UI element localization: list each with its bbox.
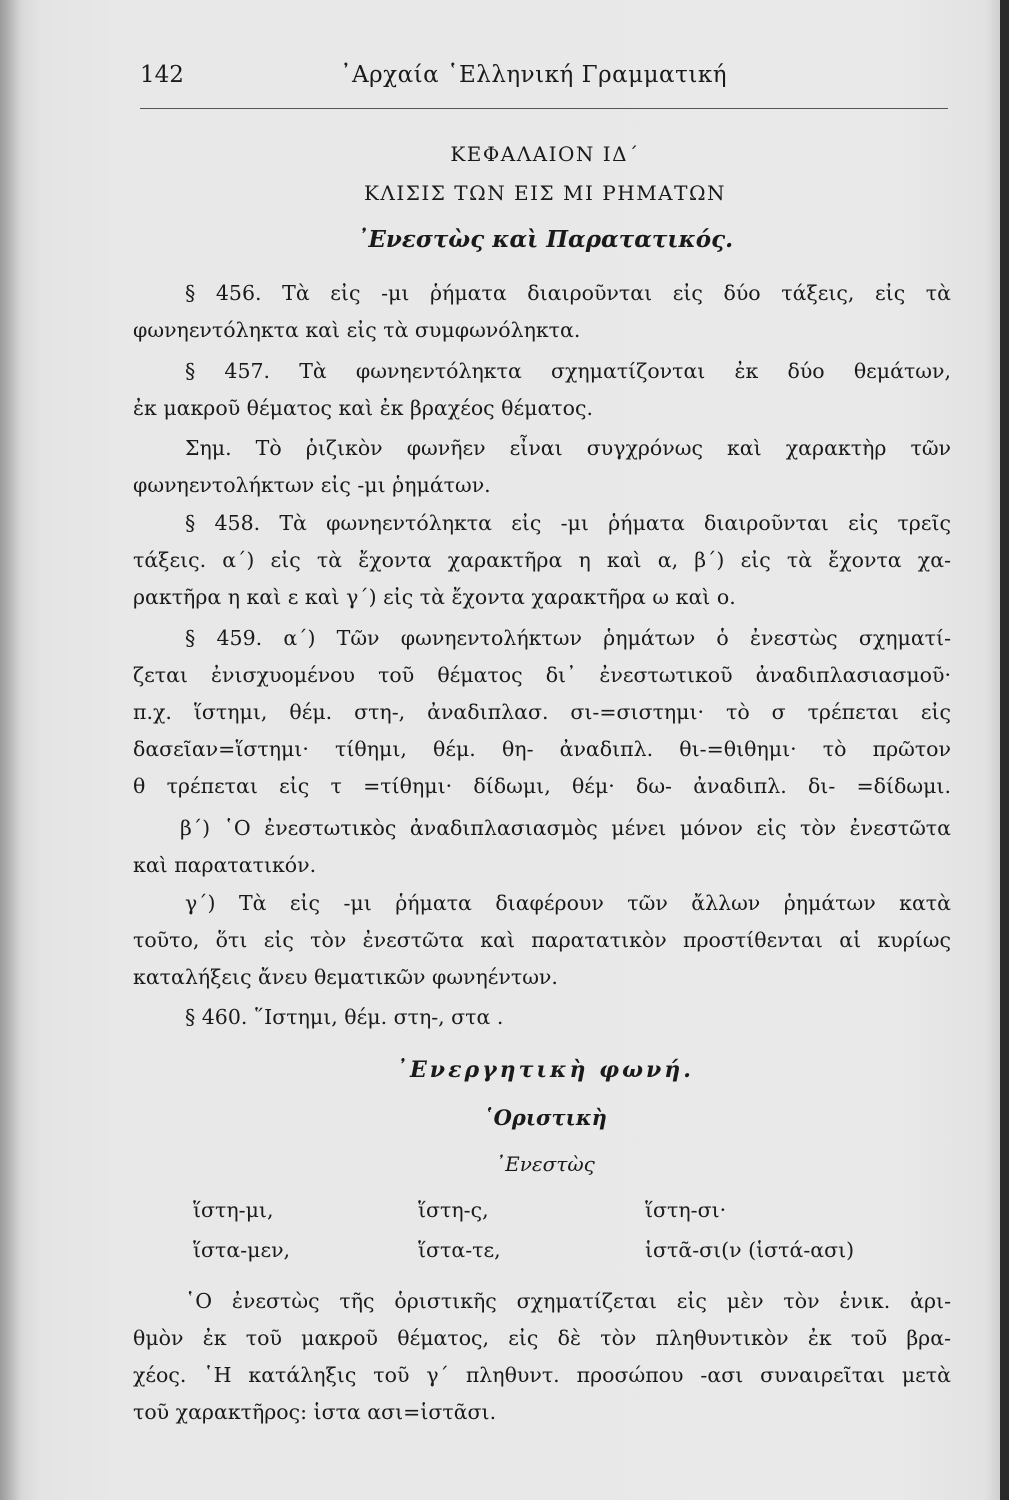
paragraph-note [133,430,951,504]
gutter-shadow [0,0,22,1500]
text-line: § 456. Τὰ εἰς -μι ῥήματα διαιροῦνται εἰς δύο τάξεις, εἰς τὰ [185,281,951,305]
text-line: τοῦτο, ὅτι εἰς τὸν ἐνεστῶτα καὶ παρατατικὸν προστίθενται αἱ κυρίως [133,928,951,952]
text-line: δασεῖαν=ἵστημι· τίθημι, θέμ. θη- ἀναδιπλ. θι-=θιθημι· τὸ πρῶτον [133,737,951,761]
paragraph-459 [133,620,951,805]
running-title: ᾿Αρχαία ῾Ελληνική Γραμματική [340,62,727,88]
page-header [140,62,950,102]
text-line: § 460. ῞Ιστημι, θέμ. στη-, στα . [185,1005,504,1029]
section-heading-indicative: ῾Οριστικὴ [483,1105,607,1130]
paragraph-460 [133,999,951,1036]
text-line: β΄) ῾Ο ἐνεστωτικὸς ἀναδιπλασιασμὸς μένει μόνον εἰς τὸν ἐνεστῶτα [180,816,951,840]
text-line: φωνηεντολήκτων εἰς -μι ῥημάτων. [133,473,491,497]
text-line: ρακτῆρα η καὶ ε καὶ γ΄) εἰς τὰ ἔχοντα χαρακτῆρα ω καὶ ο. [133,585,736,609]
text-line: § 459. α΄) Τῶν φωνηεντολήκτων ῥημάτων ὁ ἐνεστὼς σχηματί- [185,626,951,650]
paragraph-458 [133,505,951,616]
chapter-label: ΚΕΦΑΛΑΙΟΝ ΙΔ΄ [450,142,640,166]
text-line: τοῦ χαρακτῆρος: ἱστα ασι=ἱστᾶσι. [133,1400,497,1424]
paragraph-456 [133,275,951,349]
conjugation-cell: ἵστα-τε, [418,1238,501,1262]
text-line: γ΄) Τὰ εἰς -μι ῥήματα διαφέρουν τῶν ἄλλων ῥημάτων κατὰ [185,891,951,915]
text-line: θμὸν ἐκ τοῦ μακροῦ θέματος, εἰς δὲ τὸν πληθυντικὸν ἐκ τοῦ βρα- [133,1326,951,1350]
section-heading-active-voice: ᾿Ενεργητικὴ φωνή. [396,1057,694,1083]
chapter-subtitle: ᾿Ενεστὼς καὶ Παρατατικός. [356,226,734,253]
section-heading-present: ᾿Ενεστὼς [495,1152,595,1176]
conjugation-cell: ἵστη-σι· [645,1198,727,1222]
text-line: Σημ. Τὸ ῥιζικὸν φωνῆεν εἶναι συγχρόνως καὶ χαρακτὴρ τῶν [185,436,951,460]
text-line: ζεται ἐνισχυομένου τοῦ θέματος δι᾿ ἐνεστωτικοῦ ἀναδιπλασιασμοῦ· [133,663,951,687]
conjugation-row-plural [193,1238,913,1278]
text-line: ἐκ μακροῦ θέματος καὶ ἐκ βραχέος θέματος. [133,396,593,420]
text-line: § 457. Τὰ φωνηεντόληκτα σχηματίζονται ἐκ δύο θεμάτων, [185,359,951,383]
text-line: χέος. ῾Η κατάληξις τοῦ γ΄ πληθυντ. προσώπου -ασι συναιρεῖται μετὰ [133,1363,951,1387]
paragraph-459-b [133,810,951,884]
paragraph-457 [133,353,951,427]
page-number: 142 [140,62,184,88]
header-rule [140,108,948,109]
conjugation-cell: ἵστη-ς, [418,1198,489,1222]
conjugation-cell: ἱστᾶ-σι(ν (ἱστά-ασι) [645,1238,855,1262]
page-edge [1000,0,1009,1500]
chapter-title: ΚΛΙΣΙΣ ΤΩΝ ΕΙΣ ΜΙ ΡΗΜΑΤΩΝ [363,181,727,205]
text-line: § 458. Τὰ φωνηεντόληκτα εἰς -μι ῥήματα διαιροῦνται εἰς τρεῖς [185,511,951,535]
text-line: θ τρέπεται εἰς τ =τίθημι· δίδωμι, θέμ· δω- ἀναδιπλ. δι- =δίδωμι. [133,774,951,798]
conjugation-table [193,1198,913,1278]
paragraph-final [133,1283,951,1431]
text-line: π.χ. ἵστημι, θέμ. στη-, ἀναδιπλασ. σι-=σιστημι· τὸ σ τρέπεται εἰς [133,700,951,724]
paragraph-459-c [133,885,951,996]
text-line: τάξεις. α΄) εἰς τὰ ἔχοντα χαρακτῆρα η καὶ α, β΄) εἰς τὰ ἔχοντα χα- [133,548,951,572]
text-line: ῾Ο ἐνεστὼς τῆς ὁριστικῆς σχηματίζεται εἰς μὲν τὸν ἑνικ. ἀρι- [185,1289,951,1313]
text-line: φωνηεντόληκτα καὶ εἰς τὰ συμφωνόληκτα. [133,318,581,342]
conjugation-cell: ἵστα-μεν, [193,1238,291,1262]
conjugation-cell: ἵστη-μι, [193,1198,274,1222]
text-line: καὶ παρατατικόν. [133,853,317,877]
conjugation-row-singular [193,1198,913,1238]
text-line: καταλήξεις ἄνευ θεματικῶν φωνηέντων. [133,965,558,989]
